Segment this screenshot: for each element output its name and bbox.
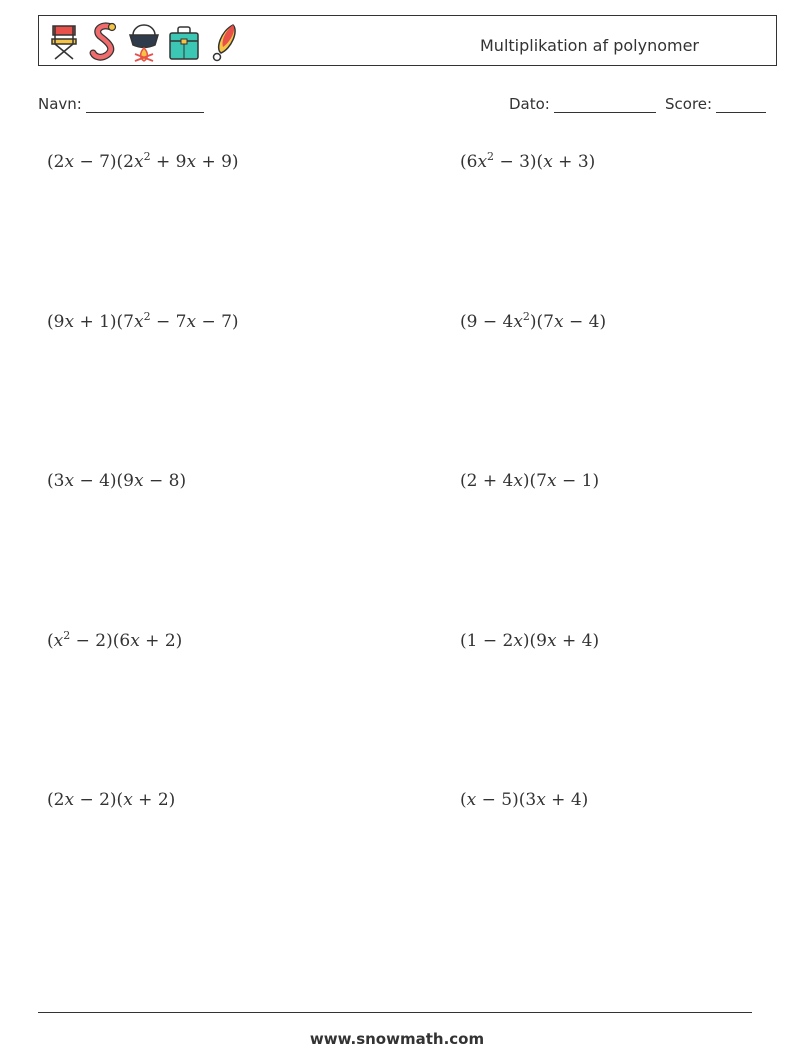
problem-4: $(9 - 4x^2)(7x - 4)$ <box>460 310 607 332</box>
problem-10: (x − 5)(3x + 4) <box>460 790 589 810</box>
problem-7: $(x^2 - 2)(6x + 2)$ <box>47 629 183 651</box>
date-field <box>509 95 656 113</box>
worm-icon <box>87 21 121 63</box>
problem-8: (1 − 2x)(9x + 4) <box>460 631 600 651</box>
score-field <box>665 95 766 113</box>
name-field <box>38 95 204 113</box>
date-label: Dato: <box>509 95 550 113</box>
header-box <box>38 15 777 66</box>
name-blank[interactable] <box>86 97 204 113</box>
problem-6: (2 + 4x)(7x − 1) <box>460 471 600 491</box>
name-label: Navn: <box>38 95 82 113</box>
problem-2: $(6x^2 - 3)(x + 3)$ <box>460 150 596 172</box>
problem-1: $(2x - 7)(2x^2 + 9x + 9)$ <box>47 150 239 172</box>
page-title: Multiplikation af polynomer <box>480 36 699 55</box>
footer-divider <box>38 1012 752 1013</box>
date-blank[interactable] <box>554 97 656 113</box>
fishing-lure-icon <box>207 21 241 63</box>
footer-site: www.snowmath.com <box>309 1030 485 1048</box>
director-chair-icon <box>47 21 81 63</box>
score-blank[interactable] <box>716 97 766 113</box>
problem-5: (3x − 4)(9x − 8) <box>47 471 187 491</box>
problem-3: $(9x + 1)(7x^2 - 7x - 7)$ <box>47 310 239 332</box>
cooler-box-icon <box>167 21 201 63</box>
cooking-pot-icon <box>127 21 161 63</box>
problem-9: (2x − 2)(x + 2) <box>47 790 176 810</box>
header-icons <box>47 21 241 63</box>
score-label: Score: <box>665 95 713 113</box>
